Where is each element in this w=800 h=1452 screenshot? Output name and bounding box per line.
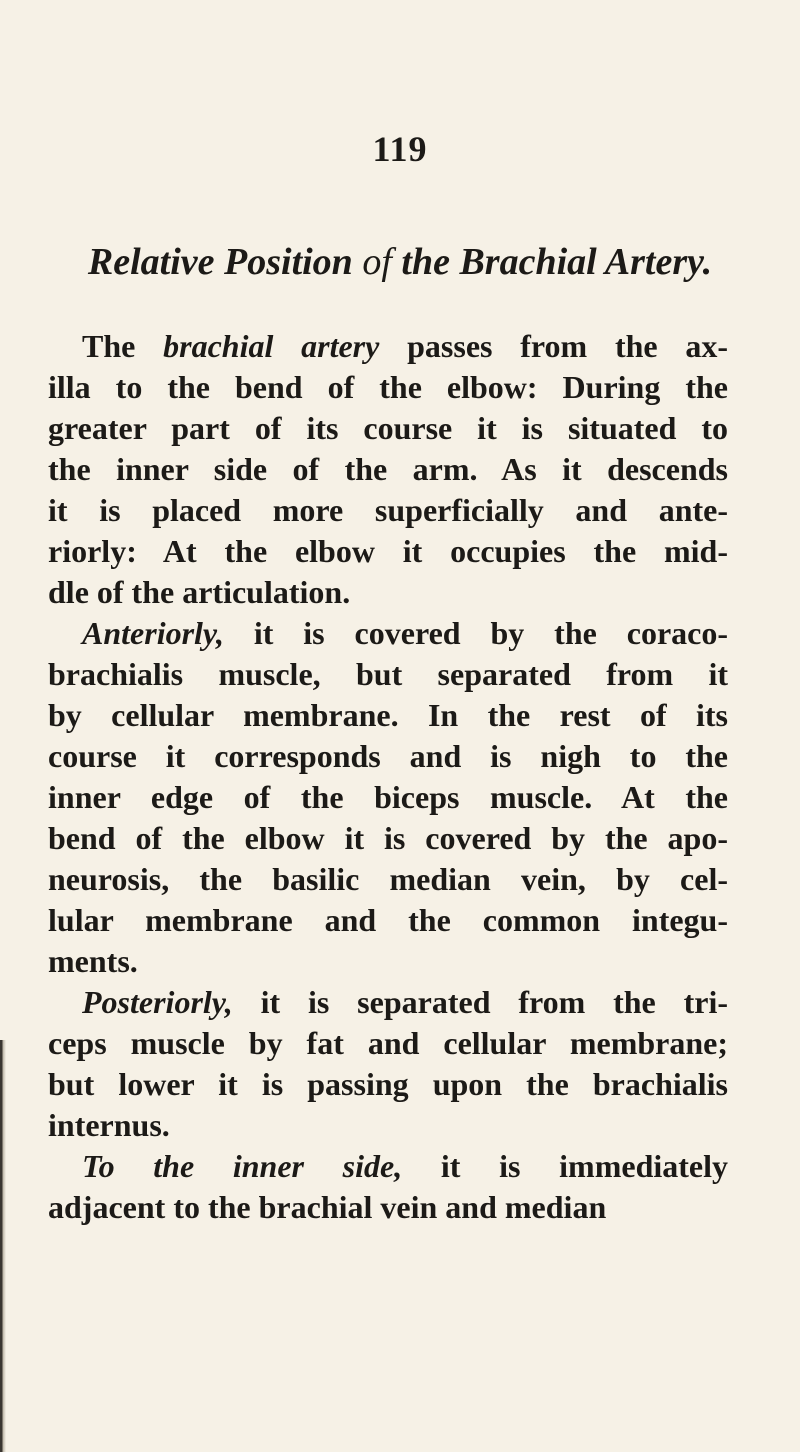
text-segment: inner edge of the biceps muscle. At the (48, 779, 728, 815)
text-line (48, 1187, 728, 1228)
text-segment: it is immediately (402, 1148, 729, 1184)
text-line (48, 326, 728, 367)
text-segment: passes from the ax- (379, 328, 729, 364)
text-line (48, 1105, 728, 1146)
text-segment: lular membrane and the common integu- (48, 902, 728, 938)
paragraph (48, 613, 728, 982)
text-segment: internus. (48, 1107, 170, 1143)
emphasis-text: To the inner side, (82, 1148, 403, 1184)
text-segment: it is separated from the tri- (232, 984, 728, 1020)
section-title-part: the Brachial Artery. (391, 241, 713, 283)
paragraph (48, 326, 728, 613)
paragraph (48, 982, 728, 1146)
section-title-part: Relative Position (87, 241, 363, 283)
text-segment: it is placed more superficially and ante- (48, 492, 728, 528)
paragraph (48, 1146, 728, 1228)
text-segment: brachialis muscle, but separated from it (48, 656, 728, 692)
text-segment: ments. (48, 943, 138, 979)
text-line (48, 859, 728, 900)
body-text (48, 326, 728, 1228)
text-segment: ceps muscle by fat and cellular membrane; (48, 1025, 728, 1061)
text-segment: greater part of its course it is situated to (48, 410, 728, 446)
text-line (48, 408, 728, 449)
text-line (48, 367, 728, 408)
text-line (48, 777, 728, 818)
text-line (48, 982, 728, 1023)
text-line (48, 449, 728, 490)
page-edge-shadow (0, 1040, 6, 1452)
section-title-part: of (362, 241, 392, 283)
text-line (48, 900, 728, 941)
text-segment: adjacent to the brachial vein and median (48, 1189, 607, 1225)
text-segment: The (82, 328, 164, 364)
text-line (48, 490, 728, 531)
emphasis-text: brachial artery (163, 328, 380, 364)
text-line (48, 736, 728, 777)
text-line (48, 1064, 728, 1105)
text-line (48, 1023, 728, 1064)
text-segment: the inner side of the arm. As it descends (48, 451, 728, 487)
section-title (0, 240, 800, 284)
emphasis-text: Anteriorly, (82, 615, 224, 651)
text-segment: course it corresponds and is nigh to the (48, 738, 728, 774)
text-segment: neurosis, the basilic median vein, by cel- (48, 861, 728, 897)
text-line (48, 654, 728, 695)
text-line (48, 818, 728, 859)
text-segment: by cellular membrane. In the rest of its (48, 697, 728, 733)
page-number: 119 (372, 129, 428, 169)
text-line (48, 695, 728, 736)
text-line (48, 1146, 728, 1187)
text-segment: illa to the bend of the elbow: During the (48, 369, 728, 405)
text-line (48, 531, 728, 572)
text-segment: bend of the elbow it is covered by the apo- (48, 820, 728, 856)
text-segment: riorly: At the elbow it occupies the mid- (48, 533, 728, 569)
text-segment: dle of the articulation. (48, 574, 351, 610)
text-line (48, 572, 728, 613)
emphasis-text: Posteriorly, (82, 984, 233, 1020)
text-line (48, 613, 728, 654)
text-line (48, 941, 728, 982)
text-segment: it is covered by the coraco- (223, 615, 728, 651)
text-segment: but lower it is passing upon the brachialis (48, 1066, 728, 1102)
